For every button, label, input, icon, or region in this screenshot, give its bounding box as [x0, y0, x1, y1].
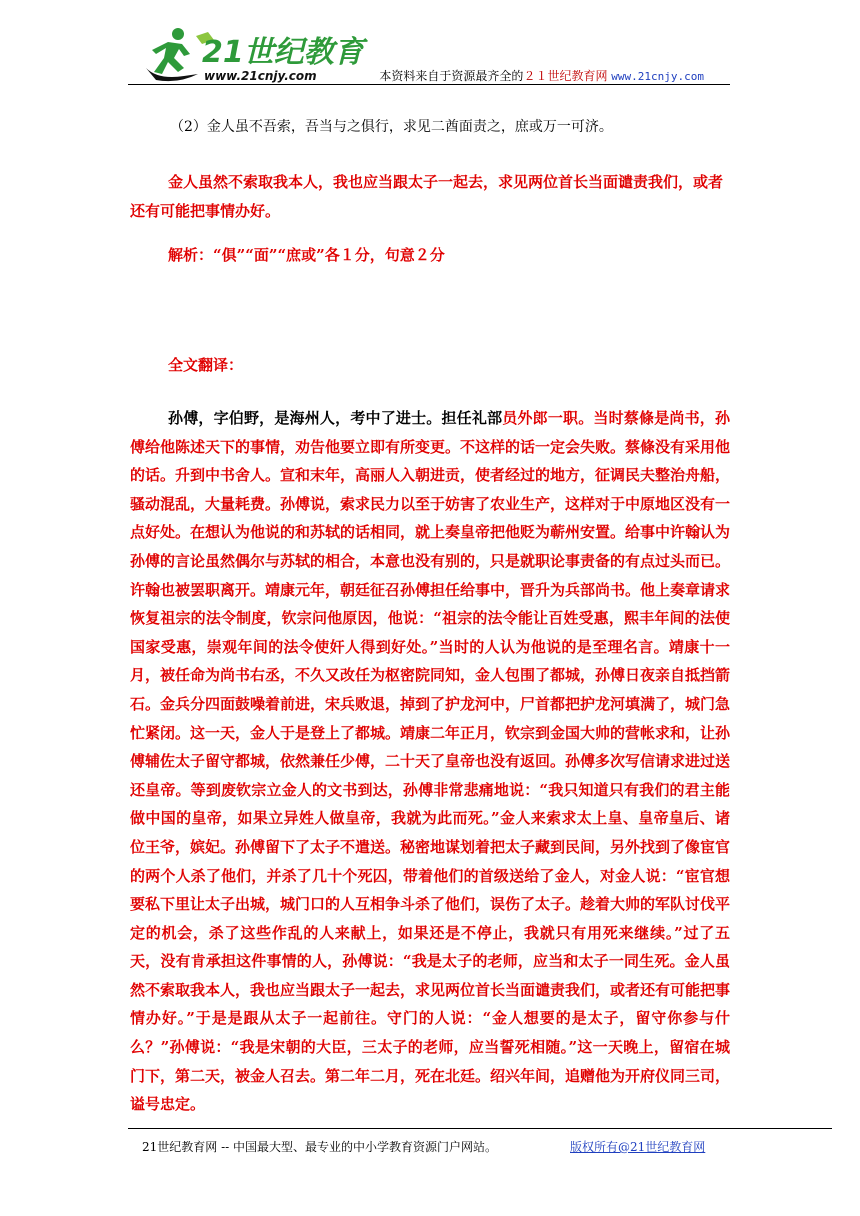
logo-text: 21世纪教育 [202, 35, 364, 70]
header-note-site[interactable]: ２１世纪教育网 [523, 69, 608, 83]
answer-text: 金人虽然不索取我本人，我也应当跟太子一起去，求见两位首长当面谴责我们，或者还有可能把事情办好。 [130, 173, 724, 220]
runner-logo-icon [138, 24, 368, 84]
logo-url: www.21cnjy.com [204, 69, 317, 83]
site-logo [138, 24, 368, 84]
footer-divider [128, 1128, 832, 1129]
header-source-note [379, 67, 704, 84]
translation-heading: 全文翻译： [168, 356, 244, 374]
footer-site-description: 21世纪教育网 -- 中国最大型、最专业的中小学教育资源门户网站。 [142, 1140, 498, 1154]
header-note-prefix: 本资料来自于资源最齐全的 [379, 69, 524, 83]
translation-body [130, 404, 730, 1119]
analysis-text: 解析：“俱”“面”“庶或”各１分，句意２分 [168, 246, 445, 264]
question-text: （2）金人虽不吾索，吾当与之俱行，求见二酋面责之，庶或万一可济。 [170, 119, 613, 135]
header-note-url[interactable]: www.21cnjy.com [611, 70, 704, 83]
footer-copyright-link[interactable]: 版权所有@21世纪教育网 [570, 1140, 706, 1154]
translation-main: 员外郎一职。当时蔡條是尚书，孙傅给他陈述天下的事情，劝告他要立即有所变更。不这样的话一定会失败。蔡條没有采用他的话。升到中书舍人。宣和末年，高丽人入朝进贡，使者经过的地方，征调民夫整治舟船，骚动混乱，大量耗费。孙傅说，索求民力以至于妨害了农业生产，这样对于中原地区没有一点好处。在想认为他说的和苏轼的话相同，就上奏皇帝把他贬为蕲州安置。给事中许翰认为孙傅的言论虽然偶尔与苏轼的相合，本意也没有别的，只是就职论事责备的有点过头而已。许翰也被罢职离开。靖康元年，朝廷征召孙傅担任给事中，晋升为兵部尚书。他上奏章请求恢复祖宗的法令制度，钦宗问他原因，他说：“祖宗的法令能让百姓受惠，熙丰年间的法使国家受惠，崇观年间的法令使奸人得到好处。”当时的人认为他说的是至理名言。靖康十一月，被任命为尚书右丞，不久又改任为枢密院同知，金人包围了都城，孙傅日夜亲自抵挡箭石。金兵分四面鼓噪着前进，宋兵败退，掉到了护龙河中，尸首都把护龙河填满了，城门急忙紧闭。这一天，金人于是登上了都城。靖康二年正月，钦宗到金国大帅的营帐求和，让孙傅辅佐太子留守都城，依然兼任少傅，二十天了皇帝也没有返回。孙傅多次写信请求进过送还皇帝。等到废钦宗立金人的文书到达，孙傅非常悲痛地说：“我只知道只有我们的君主能做中国的皇帝，如果立异姓人做皇帝，我就为此而死。”金人来索求太上皇、皇帝皇后、诸位王爷，嫔妃。孙傅留下了太子不遣送。秘密地谋划着把太子藏到民间，另外找到了像宦官的两个人杀了他们，并杀了几十个死囚，带着他们的首级送给了金人，对金人说：“宦官想要私下里让太子出城，城门口的人互相争斗杀了他们，误伤了太子。趁着大帅的军队讨伐平定的机会，杀了这些作乱的人来献上，如果还是不停止，我就只有用死来继续。”过了五天，没有肯承担这件事情的人，孙傅说：“我是太子的老师，应当和太子一同生死。金人虽然不索取我本人，我也应当跟太子一起去，求见两位首长当面谴责我们，或者还有可能把事情办好。”于是是跟从太子一起前往。守门的人说：“金人想要的是太子，留守你参与什么？”孙傅说：“我是宋朝的大臣，三太子的老师，应当誓死相随。”这一天晚上，留宿在城门下，第二天，被金人召去。第二年二月，死在北廷。绍兴年间，追赠他为开府仪同三司，谥号忠定。 [130, 409, 731, 1114]
translation-opening: 孙傅，字伯野，是海州人，考中了进士。担任礼部 [168, 409, 503, 427]
header-divider [128, 84, 730, 85]
page-header [128, 20, 730, 86]
